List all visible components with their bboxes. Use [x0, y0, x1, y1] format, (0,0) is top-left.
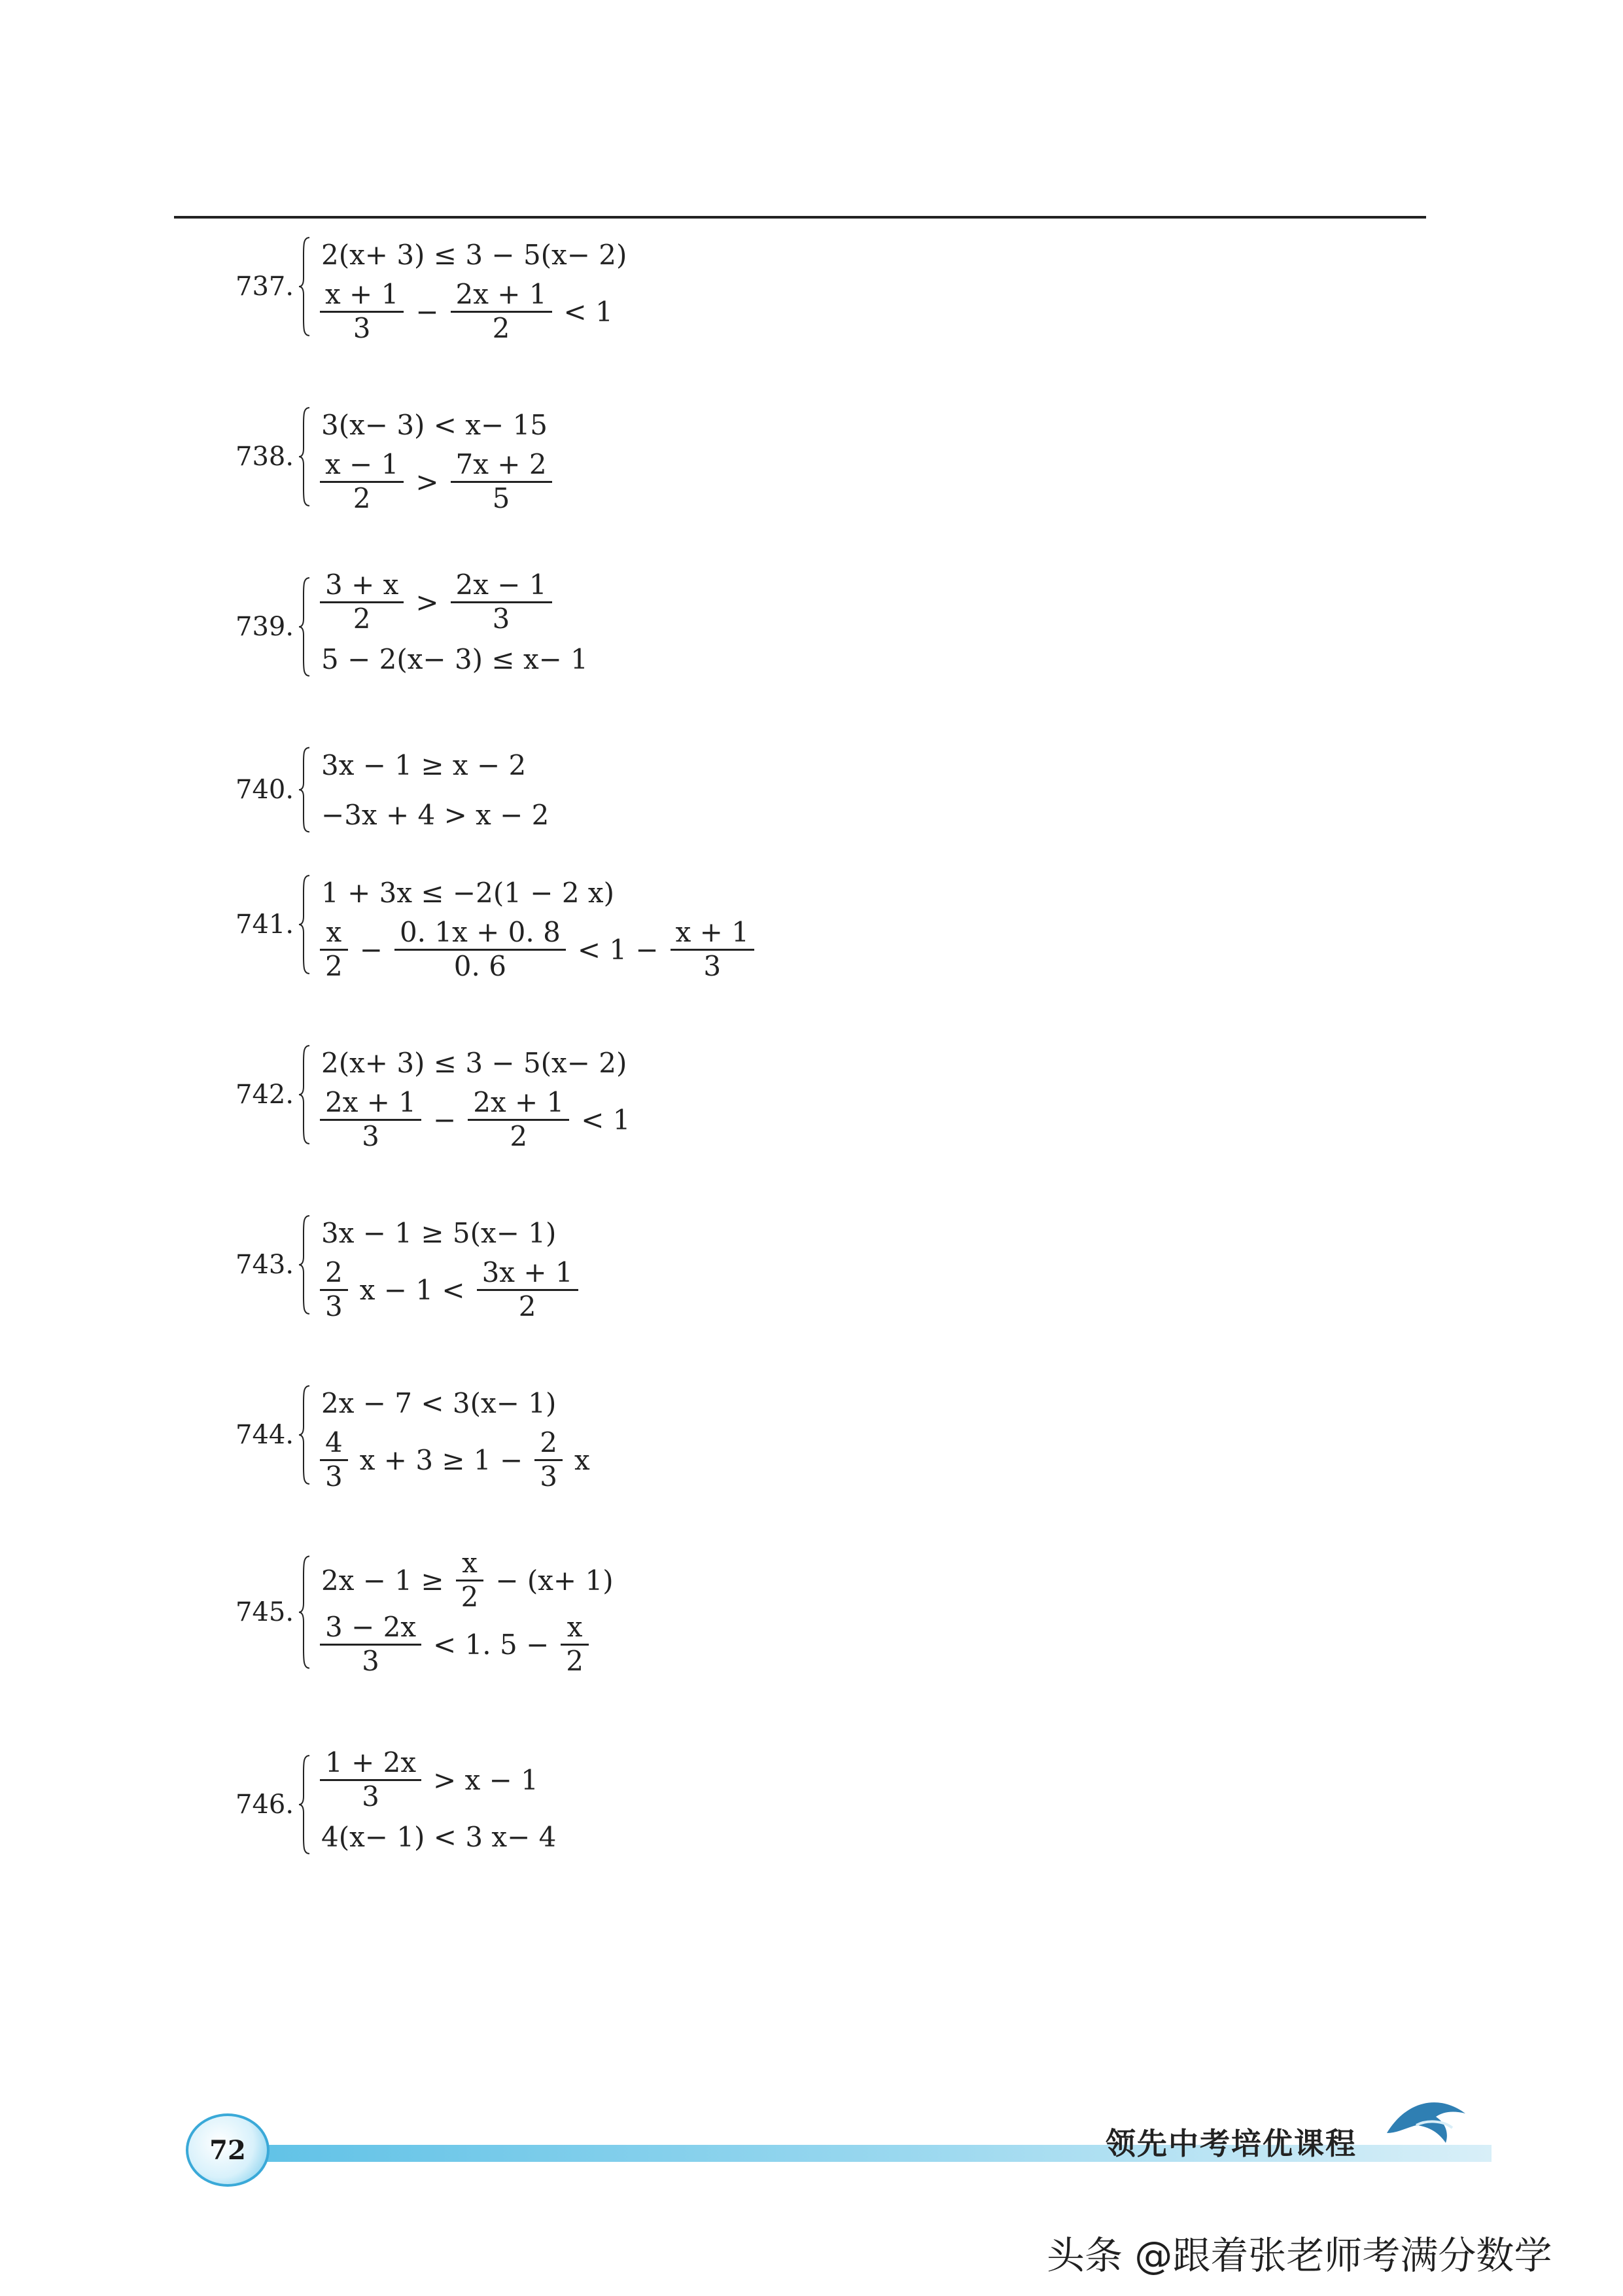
problem: [236, 874, 759, 982]
problem: [236, 236, 633, 344]
fraction-denominator: 0. 6: [453, 949, 506, 982]
expression-text: 3x − 1 ≥ 5(x− 1): [321, 1216, 557, 1249]
expression-text: 5 − 2(x− 3) ≤ x− 1: [321, 643, 588, 675]
inequality-line: [315, 448, 557, 514]
fraction-denominator: 3: [362, 1644, 379, 1677]
fraction-numerator: x: [326, 916, 342, 949]
inequality-line: [315, 1426, 597, 1492]
left-brace-icon: [298, 1554, 311, 1670]
problem-number: 744.: [236, 1420, 294, 1450]
problem-number: 746.: [236, 1790, 294, 1820]
problem-number: 742.: [236, 1080, 294, 1110]
expression-text: 3(x− 3) < x− 15: [321, 408, 548, 441]
fraction: [451, 449, 552, 514]
fraction-numerator: 4: [325, 1426, 343, 1459]
left-brace-icon: [298, 576, 311, 678]
fraction-denominator: 2: [518, 1290, 536, 1322]
fraction-numerator: 3 + x: [325, 569, 399, 601]
inequality-line: [315, 1384, 597, 1422]
fraction-numerator: 2x + 1: [473, 1086, 565, 1119]
fraction: [456, 1547, 484, 1613]
expression-text: 2x − 1 ≥: [321, 1564, 444, 1597]
inequality-line: [315, 1086, 637, 1152]
problem: [236, 746, 555, 834]
expression-text: > x − 1: [433, 1763, 538, 1796]
fraction: [320, 1427, 348, 1492]
fraction: [320, 1612, 421, 1677]
inequality-line: [315, 916, 759, 982]
fraction: [477, 1257, 578, 1322]
expression-text: < 1 −: [577, 933, 659, 966]
fraction-numerator: 0. 1x + 0. 8: [399, 916, 561, 949]
fraction-denominator: 3: [325, 1460, 343, 1492]
expression-text: 2x − 7 < 3(x− 1): [321, 1386, 557, 1419]
fraction-numerator: x: [567, 1611, 583, 1644]
page-number-badge: [186, 2113, 270, 2187]
left-brace-icon: [298, 1044, 311, 1146]
fraction: [451, 279, 552, 344]
expression-text: x + 3 ≥ 1 −: [359, 1443, 523, 1476]
header-rule: [174, 216, 1426, 219]
inequality-line: [315, 406, 557, 444]
fraction-denominator: 3: [325, 1290, 343, 1322]
left-brace-icon: [298, 1754, 311, 1856]
inequality-line: [315, 1746, 563, 1812]
problem: [236, 1547, 620, 1677]
expression-text: x: [574, 1443, 590, 1476]
problem: [236, 569, 595, 678]
inequality-line: [315, 236, 633, 274]
fraction-denominator: 5: [492, 482, 510, 514]
inequality-line: [315, 1818, 563, 1856]
fraction-numerator: 2: [325, 1256, 343, 1289]
problem-number: 737.: [236, 272, 294, 302]
fraction: [320, 1747, 421, 1812]
fraction-numerator: x + 1: [675, 916, 749, 949]
fraction-numerator: 2x − 1: [455, 569, 547, 601]
fraction: [534, 1427, 563, 1492]
fraction: [671, 917, 754, 982]
inequality-line: [315, 640, 595, 678]
left-brace-icon: [298, 1214, 311, 1316]
expression-text: < 1: [581, 1103, 631, 1136]
inequality-line: [315, 874, 759, 911]
fraction: [320, 1087, 421, 1152]
fraction: [320, 917, 348, 982]
expression-text: 1 + 3x ≤ −2(1 − 2 x): [321, 876, 614, 909]
fraction-numerator: 1 + 2x: [325, 1746, 417, 1779]
fraction-numerator: 2x + 1: [455, 278, 547, 311]
problem-number: 740.: [236, 775, 294, 805]
expression-text: < 1: [563, 295, 613, 328]
expression-text: −: [359, 933, 383, 966]
fraction-numerator: 7x + 2: [455, 448, 547, 481]
inequality-line: [315, 569, 595, 635]
fraction-denominator: 2: [353, 602, 371, 635]
fraction-denominator: 3: [703, 949, 722, 982]
inequality-line: [315, 796, 555, 834]
fraction-denominator: 3: [353, 311, 371, 344]
left-brace-icon: [298, 1384, 311, 1486]
expression-text: 2(x+ 3) ≤ 3 − 5(x− 2): [321, 1046, 627, 1079]
fraction-numerator: 2x + 1: [325, 1086, 417, 1119]
fraction-numerator: 3x + 1: [481, 1256, 573, 1289]
fraction: [320, 1257, 348, 1322]
fraction-numerator: x + 1: [325, 278, 399, 311]
inequality-line: [315, 1044, 637, 1082]
expression-text: >: [415, 586, 439, 618]
inequality-line: [315, 746, 555, 784]
fraction-denominator: 2: [492, 311, 510, 344]
expression-text: −: [415, 295, 439, 328]
expression-text: 4(x− 1) < 3 x− 4: [321, 1820, 557, 1853]
fraction-numerator: x: [462, 1547, 478, 1580]
fraction-denominator: 2: [325, 949, 343, 982]
problem: [236, 1214, 584, 1322]
fraction: [320, 569, 404, 635]
fraction-denominator: 3: [362, 1780, 379, 1812]
problem-number: 738.: [236, 442, 294, 472]
problem-number: 745.: [236, 1597, 294, 1627]
inequality-line: [315, 1256, 584, 1322]
fraction: [468, 1087, 569, 1152]
fraction: [451, 569, 552, 635]
problem: [236, 1044, 637, 1152]
problem: [236, 1384, 597, 1492]
watermark-text: 头条 @跟着张老师考满分数学: [1047, 2233, 1552, 2278]
fraction-denominator: 3: [492, 602, 510, 635]
expression-text: − (x+ 1): [495, 1564, 614, 1597]
fraction-denominator: 2: [566, 1644, 584, 1677]
fraction: [320, 279, 404, 344]
dolphin-icon: [1380, 2087, 1472, 2153]
fraction-denominator: 3: [540, 1460, 557, 1492]
fraction: [320, 449, 404, 514]
expression-text: −: [433, 1103, 457, 1136]
page-number: 72: [209, 2134, 246, 2166]
problem-number: 743.: [236, 1250, 294, 1280]
inequality-line: [315, 278, 633, 344]
fraction-denominator: 2: [461, 1580, 479, 1613]
expression-text: 2(x+ 3) ≤ 3 − 5(x− 2): [321, 238, 627, 271]
expression-text: 3x − 1 ≥ x − 2: [321, 749, 527, 781]
expression-text: −3x + 4 > x − 2: [321, 798, 550, 831]
left-brace-icon: [298, 236, 311, 338]
fraction-denominator: 2: [510, 1120, 528, 1152]
left-brace-icon: [298, 874, 311, 976]
fraction: [561, 1612, 589, 1677]
inequality-line: [315, 1547, 620, 1613]
fraction-denominator: 3: [362, 1120, 379, 1152]
inequality-line: [315, 1214, 584, 1252]
expression-text: < 1. 5 −: [433, 1628, 550, 1661]
problem: [236, 1746, 563, 1856]
left-brace-icon: [298, 746, 311, 834]
fraction-numerator: 3 − 2x: [325, 1611, 417, 1644]
problem: [236, 406, 557, 514]
fraction-numerator: 2: [540, 1426, 557, 1459]
inequality-line: [315, 1611, 620, 1677]
fraction-numerator: x − 1: [325, 448, 399, 481]
problem-number: 739.: [236, 612, 294, 642]
fraction-denominator: 2: [353, 482, 371, 514]
problem-number: 741.: [236, 910, 294, 940]
expression-text: >: [415, 465, 439, 498]
fraction: [394, 917, 566, 982]
left-brace-icon: [298, 406, 311, 508]
expression-text: x − 1 <: [359, 1273, 465, 1306]
footer-slogan: 领先中考培优课程: [1106, 2126, 1357, 2161]
